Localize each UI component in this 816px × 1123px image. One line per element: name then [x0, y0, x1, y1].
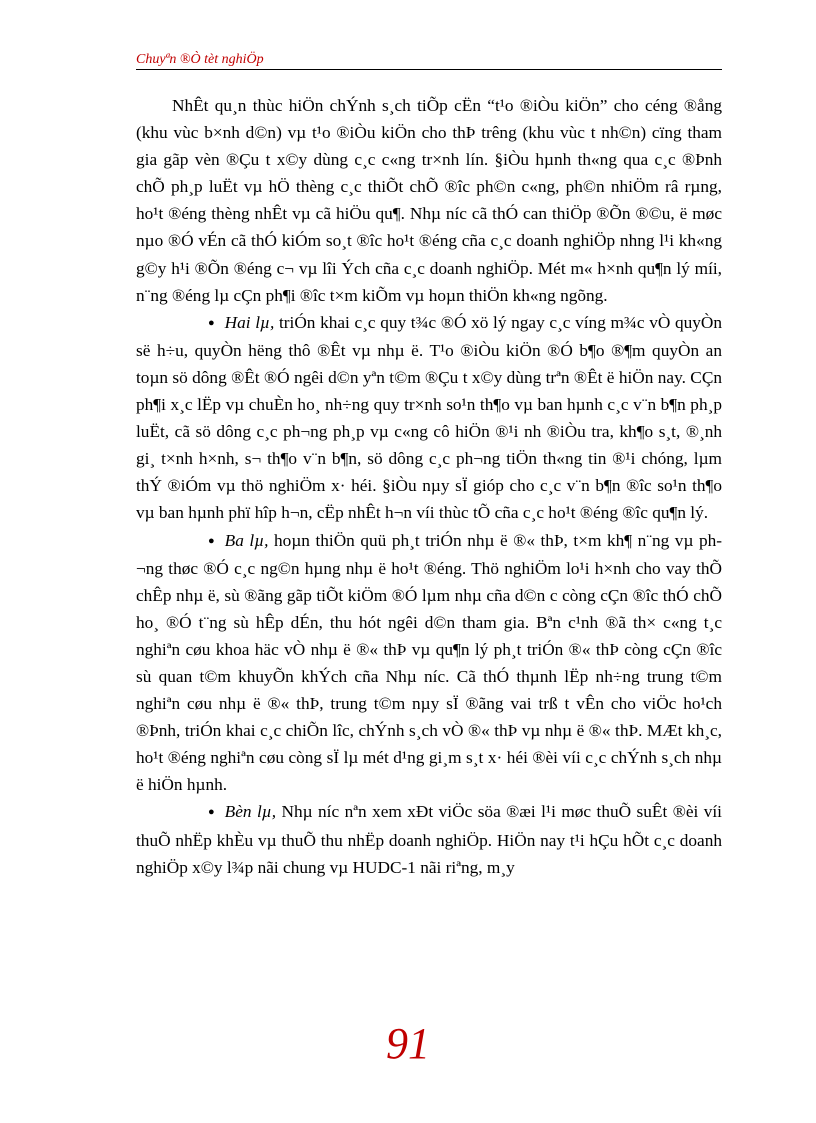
- running-header: [136, 50, 722, 70]
- document-body: [136, 92, 722, 881]
- paragraph-3: [136, 527, 722, 799]
- paragraph-4-lead: Bèn lµ,: [224, 802, 277, 822]
- paragraph-4: [136, 798, 722, 880]
- paragraph-4-text: Nhµ níc nªn xem xÐt viÖc söa ®æi l¹i møc thuÕ suÊt ®èi víi thuÕ nhËp khÈu vµ thuÕ thu nhËp doanh nghiÖp. HiÖn nay t¹i hÇu hÕt c¸c doanh nghiÖp x©y l¾p nãi chung vµ HUDC-1 nãi riªng, m¸y: [136, 802, 722, 877]
- paragraph-3-lead: Ba lµ,: [224, 530, 269, 550]
- paragraph-2-lead: Hai lµ,: [224, 312, 275, 332]
- page-number: 91: [386, 1019, 430, 1068]
- paragraph-2-text: triÓn khai c¸c quy t¾c ®Ó xö lý ngay c¸c víng m¾c vÒ quyÒn së h÷u, quyÒn hëng thô ®Êt vµ nhµ ë. T¹o ®iÒu kiÖn ®Ó b¶o ®¶m quyÒn an toµn sö dông ®Êt ®Ó ngêi d©n yªn t©m ®Çu t x©y dùng trªn ®Êt ë hiÖn nay. CÇn ph¶i x¸c lËp vµ chuÈn ho¸ nh÷ng quy tr×nh so¹n th¶o vµ ban hµnh c¸c v¨n b¶n ph¸p luËt, cã sö dông c¸c ph¬ng ph¸p vµ c«ng cô hiÖn ®¹i nh ®iÒu tra, kh¶o s¸t, ®¸nh gi¸ t×nh h×nh, s¬ th¶o v¨n b¶n, sö dông c¸c ph¬ng tiÖn th«ng tin ®¹i chóng, lµm thÝ ®iÓm vµ thö nghiÖm x· héi. §iÒu nµy sÏ gióp cho c¸c v¨n b¶n ®îc so¹n th¶o vµ ban hµnh phï hîp h¬n, cËp nhÊt h¬n víi thùc tÕ cña c¸c ho¹t ®éng ®îc qu¶n lý.: [136, 312, 723, 523]
- header-title: Chuyªn ®Ò tèt nghiÖp: [136, 52, 264, 67]
- bullet-icon: ●: [208, 534, 215, 547]
- paragraph-1-text: NhÊt qu¸n thùc hiÖn chÝnh s¸ch tiÕp cËn “t¹o ®iÒu kiÖn” cho céng ®ång (khu vùc b×nh d©n) vµ t¹o ®iÒu kiÖn cho thÞ trêng (khu vùc t nh©n) cïng tham gia gãp vèn ®Çu t x©y dùng c¸c c«ng tr×nh lín. §iÒu hµnh th«ng qua c¸c ®Þnh chÕ ph¸p luËt vµ hÖ thèng c¸c thiÕt chÕ ®îc ph©n c«ng, ph©n nhiÖm râ rµng, ho¹t ®éng thèng nhÊt vµ cã hiÖu qu¶. Nhµ níc cã thÓ can thiÖp ®Õn ®©u, ë møc nµo ®Ó vÉn cã thÓ kiÓm so¸t ®îc ho¹t ®éng cña c¸c doanh nghiÖp nhng l¹i kh«ng g©y h¹i ®Õn ®éng c¬ vµ lîi Ých cña c¸c doanh nghiÖp. Mét m« h×nh qu¶n lý míi, n¨ng ®éng lµ cÇn ph¶i ®îc t×m kiÕm vµ hoµn thiÖn kh«ng ngõng.: [136, 96, 722, 305]
- paragraph-1: [136, 92, 722, 309]
- bullet-icon: ●: [208, 316, 215, 329]
- paragraph-2: [136, 309, 722, 527]
- bullet-icon: ●: [208, 806, 215, 819]
- paragraph-3-text: hoµn thiÖn quü ph¸t triÓn nhµ ë ®« thÞ, t×m kh¶ n¨ng vµ ph¬ng thøc ®Ó c¸c ng©n hµng nhµ ë ho¹t ®éng. Thö nghiÖm lo¹i h×nh cho vay thÕ chÊp nhµ ë, sù ®ãng gãp tiÕt kiÖm ®Ó lµm nhµ cña d©n c còng cÇn ®îc thÓ chÕ ho¸ ®Ó t¨ng sù hÊp dÉn, thu hót ngêi d©n tham gia. Bªn c¹nh ®ã th× c«ng t¸c nghiªn cøu khoa häc vÒ nhµ ë ®« thÞ vµ qu¶n lý ph¸t triÓn ®« thÞ còng cÇn ®îc sù quan t©m khuyÕn khÝch cña Nhµ níc. Cã thÓ thµnh lËp nh÷ng trung t©m nghiªn cøu nhµ ë ®« thÞ, trung t©m nµy sÏ ®ãng vai trß t vÊn cho viÖc ho¹ch ®Þnh, triÓn khai c¸c chiÕn lîc, chÝnh s¸ch vÒ ®« thÞ vµ nhµ ë ®« thÞ. MÆt kh¸c, ho¹t ®éng nghiªn cøu còng sÏ lµ mét d¹ng gi¸m s¸t x· héi ®èi víi c¸c chÝnh s¸ch nhµ ë hiÖn hµnh.: [136, 530, 722, 795]
